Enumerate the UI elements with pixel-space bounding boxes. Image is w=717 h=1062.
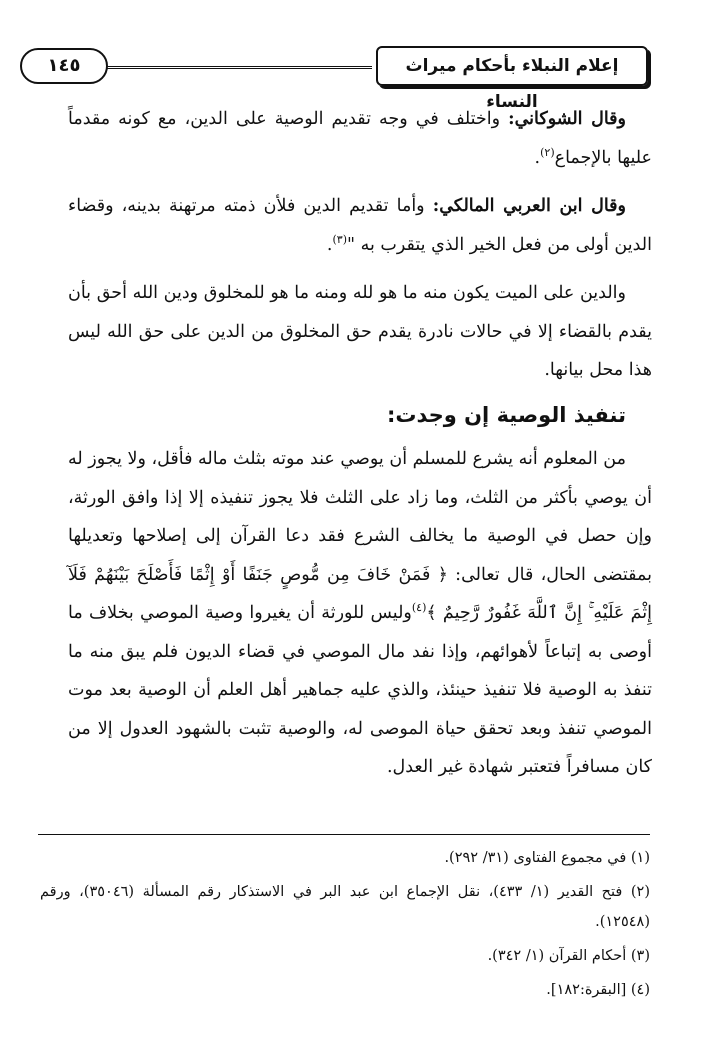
paragraph-text: من المعلوم أنه يشرع للمسلم أن يوصي عند موته بثلث ماله فأقل، ولا يجوز له أن يوصي بأكثر من الثلث، وما زاد على الثلث فلا يجوز تنفيذه إلا إذا وافق الورثة، وإن حصل في الوصية ما يخالف الشرع فقد دعا القرآن إلى إصلاحها وتعديلها بمقتضى الحال، قال تعالى: [68,449,652,585]
footnote-ref: (٤) [411,601,427,615]
page-number: ١٤٥ [20,48,108,84]
paragraph-debt: والدين على الميت يكون منه ما هو لله ومنه ما هو للمخلوق ودين الله أحق بأن يقدم بالقضاء إلا في حالات نادرة يقدم حق المخلوق من الدين على حق الله ليس هذا محل بيانها. [68,283,652,380]
section-heading: تنفيذ الوصية إن وجدت: [387,402,626,427]
footnotes [40,843,650,1009]
paragraph-shawkani [68,100,652,177]
page-header [20,46,648,112]
paragraph-text: وليس للورثة أن يغيروا وصية الموصي بخلاف ما أوصى به إتباعاً لأهوائهم، وإذا نفد مال الموصي في قضاء الديون فلم يبق منه ما تنفذ به الوصية فلا تنفيذ حينئذ، والذي عليه جماهير أهل العلم أن الوصية بعد موت الموصي تنفذ وبعد تحقق حياة الموصى له، والوصية تثبت بالشهود العدول إلا من كان مسافراً فتعتبر شهادة غير العدل. [68,603,652,777]
footnote-ref: (٢) [540,145,555,159]
paragraph-will [68,440,652,787]
main-text [68,100,652,797]
speaker-name: وقال الشوكاني: [508,109,626,129]
paragraph-text: واختلف في وجه تقديم الوصية على الدين، مع كونه مقدماً عليها بالإجماع [68,109,652,168]
paragraph-text: وأما تقديم الدين فلأن ذمته مرتهنة بدينه، وقضاء الدين أولى من فعل الخير الذي يتقرب به " [68,196,652,255]
footnote-3: (٣) أحكام القرآن (١/ ٣٤٢). [487,948,650,964]
footnote-ref: (٣) [332,232,347,246]
footnote-4: (٤) [البقرة:١٨٢]. [546,982,650,998]
footnote-1: (١) في مجموع الفتاوى (٣١/ ٢٩٢). [444,850,650,866]
paragraph-end: . [326,234,333,255]
footnote-2: (٢) فتح القدير (١/ ٤٣٣)، نقل الإجماع ابن عبد البر في الاستذكار رقم المسألة (٣٥٠٤٦)، ورقم (١٢٥٤٨). [40,884,650,930]
book-title: إعلام النبلاء بأحكام ميراث النساء [376,46,648,86]
quran-verse: ﴿ فَمَنْ خَافَ مِن مُّوصٍ جَنَفًا أَوْ إِثْمًا فَأَصْلَحَ بَيْنَهُمْ فَلَآ إِثْمَ عَلَيْهِ ۚ إِنَّ ٱللَّهَ غَفُورٌ رَّحِيمٌ ﴾ [68,564,652,623]
header-rule [106,66,372,69]
footnote-divider [38,834,650,835]
paragraph-ibn-arabi [68,187,652,264]
paragraph-end: . [534,147,541,168]
speaker-name: وقال ابن العربي المالكي: [432,196,626,216]
